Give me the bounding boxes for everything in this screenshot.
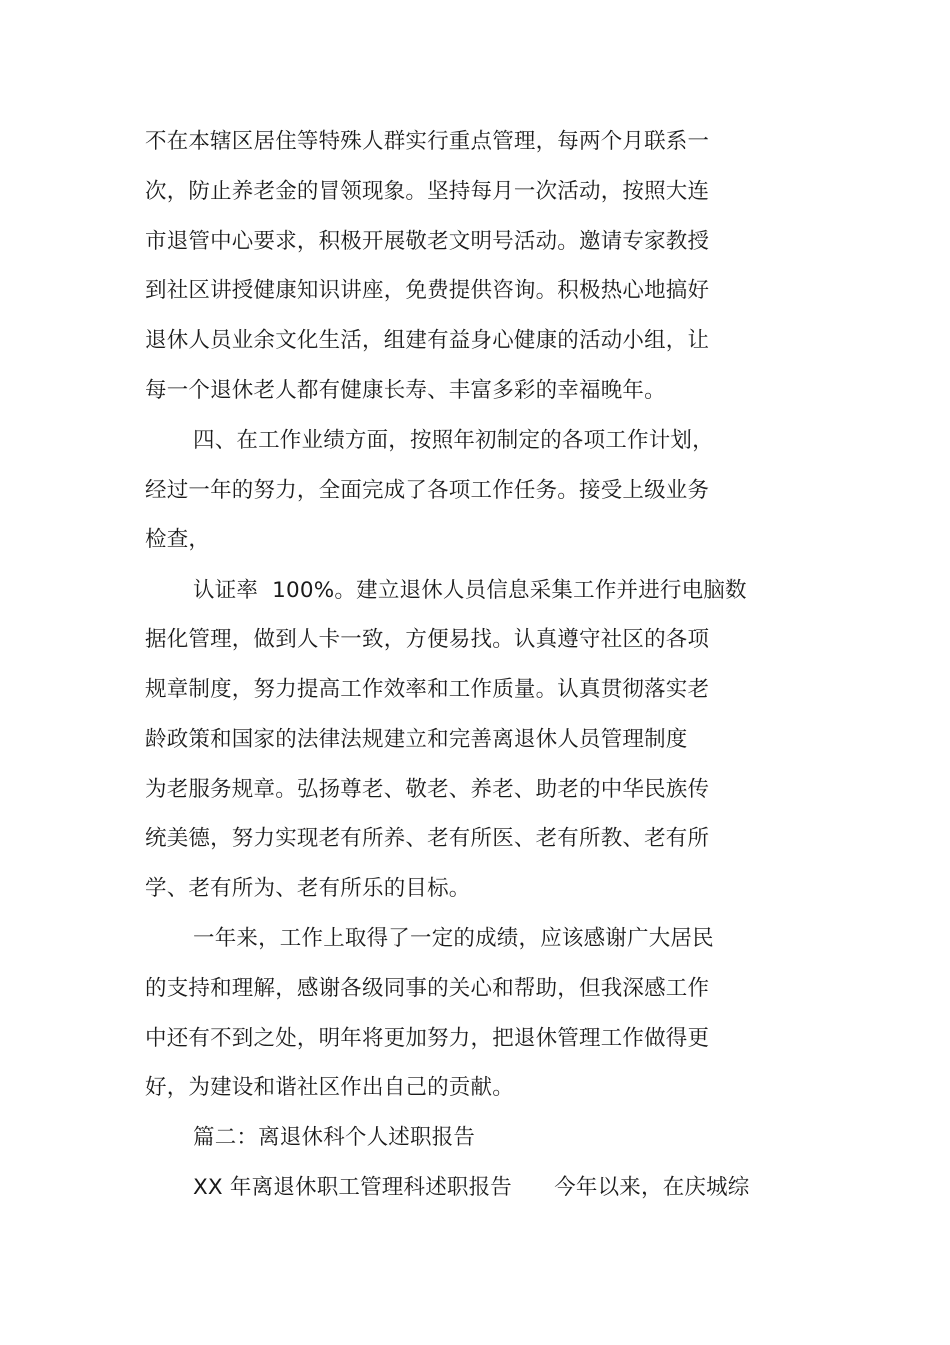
text-line: XX 年离退休职工管理科述职报告 今年以来，在庆城综 xyxy=(193,1175,750,1200)
text-line: 退休人员业余文化生活，组建有益身心健康的活动小组，让 xyxy=(145,328,710,353)
text-line: 市退管中心要求，积极开展敬老文明号活动。邀请专家教授 xyxy=(145,229,710,254)
section-heading: 篇二：离退休科个人述职报告 xyxy=(193,1125,476,1150)
text-line: 每一个退休老人都有健康长寿、丰富多彩的幸福晚年。 xyxy=(145,378,666,403)
text-line: 规章制度，努力提高工作效率和工作质量。认真贯彻落实老 xyxy=(145,677,710,702)
text-line: 经过一年的努力，全面完成了各项工作任务。接受上级业务 xyxy=(145,478,710,503)
text-line: 统美德，努力实现老有所养、老有所医、老有所教、老有所 xyxy=(145,826,710,851)
text-line: 一年来，工作上取得了一定的成绩，应该感谢广大居民 xyxy=(193,926,714,951)
text-line: 为老服务规章。弘扬尊老、敬老、养老、助老的中华民族传 xyxy=(145,777,710,802)
text-line: 认证率 100%。建立退休人员信息采集工作并进行电脑数 xyxy=(193,578,747,603)
text-line: 中还有不到之处，明年将更加努力，把退休管理工作做得更 xyxy=(145,1026,710,1051)
text-line: 检查， xyxy=(145,527,211,552)
text-line: 好，为建设和谐社区作出自己的贡献。 xyxy=(145,1075,514,1100)
text-line: 四、在工作业绩方面，按照年初制定的各项工作计划， xyxy=(193,428,714,453)
text-line: 次，防止养老金的冒领现象。坚持每月一次活动，按照大连 xyxy=(145,179,710,204)
text-line: 龄政策和国家的法律法规建立和完善离退休人员管理制度 xyxy=(145,727,688,752)
text-line: 到社区讲授健康知识讲座，免费提供咨询。积极热心地搞好 xyxy=(145,278,710,303)
text-line: 据化管理，做到人卡一致，方便易找。认真遵守社区的各项 xyxy=(145,627,710,652)
text-line: 不在本辖区居住等特殊人群实行重点管理，每两个月联系一 xyxy=(145,129,710,154)
text-line: 学、老有所为、老有所乐的目标。 xyxy=(145,876,471,901)
text-line: 的支持和理解，感谢各级同事的关心和帮助，但我深感工作 xyxy=(145,976,710,1001)
